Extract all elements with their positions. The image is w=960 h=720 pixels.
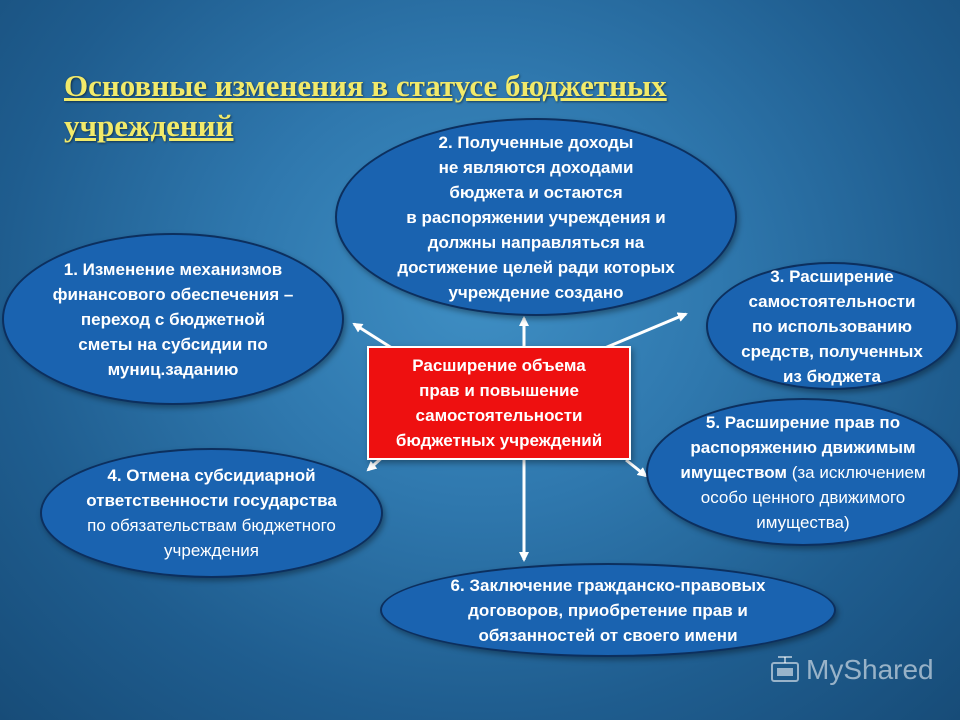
item-4-text <box>86 463 337 563</box>
item-2-text: 2. Полученные доходы не являются доходами бюджета и остаются в распоряжении учреждения и должны направляться на достижение целей ради которых учреждение создано <box>397 132 675 302</box>
item-5-bold-text: 5. Расширение прав по распоряжению движимым имуществом <box>680 412 916 482</box>
item-1-oval <box>2 233 344 405</box>
watermark-text: MyShared <box>806 654 934 685</box>
arrow-to-item-5 <box>626 460 646 476</box>
arrow-to-item-3 <box>600 314 686 350</box>
slide-title-line-2: учреждений <box>64 108 234 143</box>
item-4-bold-text: 4. Отмена субсидиарной ответственности государства <box>86 466 337 510</box>
center-box: Расширение объема прав и повышение самостоятельности бюджетных учреждений <box>367 346 631 460</box>
myshared-logo-icon <box>770 655 800 685</box>
item-6-oval <box>380 563 836 657</box>
item-1-text: 1. Изменение механизмов финансового обеспечения – переход с бюджетной сметы на субсидии по муниц.заданию <box>52 259 294 379</box>
item-2-oval <box>335 118 737 316</box>
item-3-text: 3. Расширение самостоятельности по использованию средств, полученных из бюджета <box>741 266 923 386</box>
item-5-normal-text: (за исключением особо ценного движимого имущества) <box>700 462 926 532</box>
watermark <box>770 654 934 686</box>
item-6-text: 6. Заключение гражданско-правовых договоров, приобретение прав и обязанностей от своего имени <box>450 575 766 645</box>
slide-title-line-1: Основные изменения в статусе бюджетных <box>64 68 667 103</box>
item-4-normal-text: по обязательствам бюджетного учреждения <box>87 516 336 560</box>
item-4-oval <box>40 448 383 578</box>
item-5-oval <box>646 398 960 546</box>
item-5-text <box>680 410 925 535</box>
item-3-oval <box>706 262 958 390</box>
